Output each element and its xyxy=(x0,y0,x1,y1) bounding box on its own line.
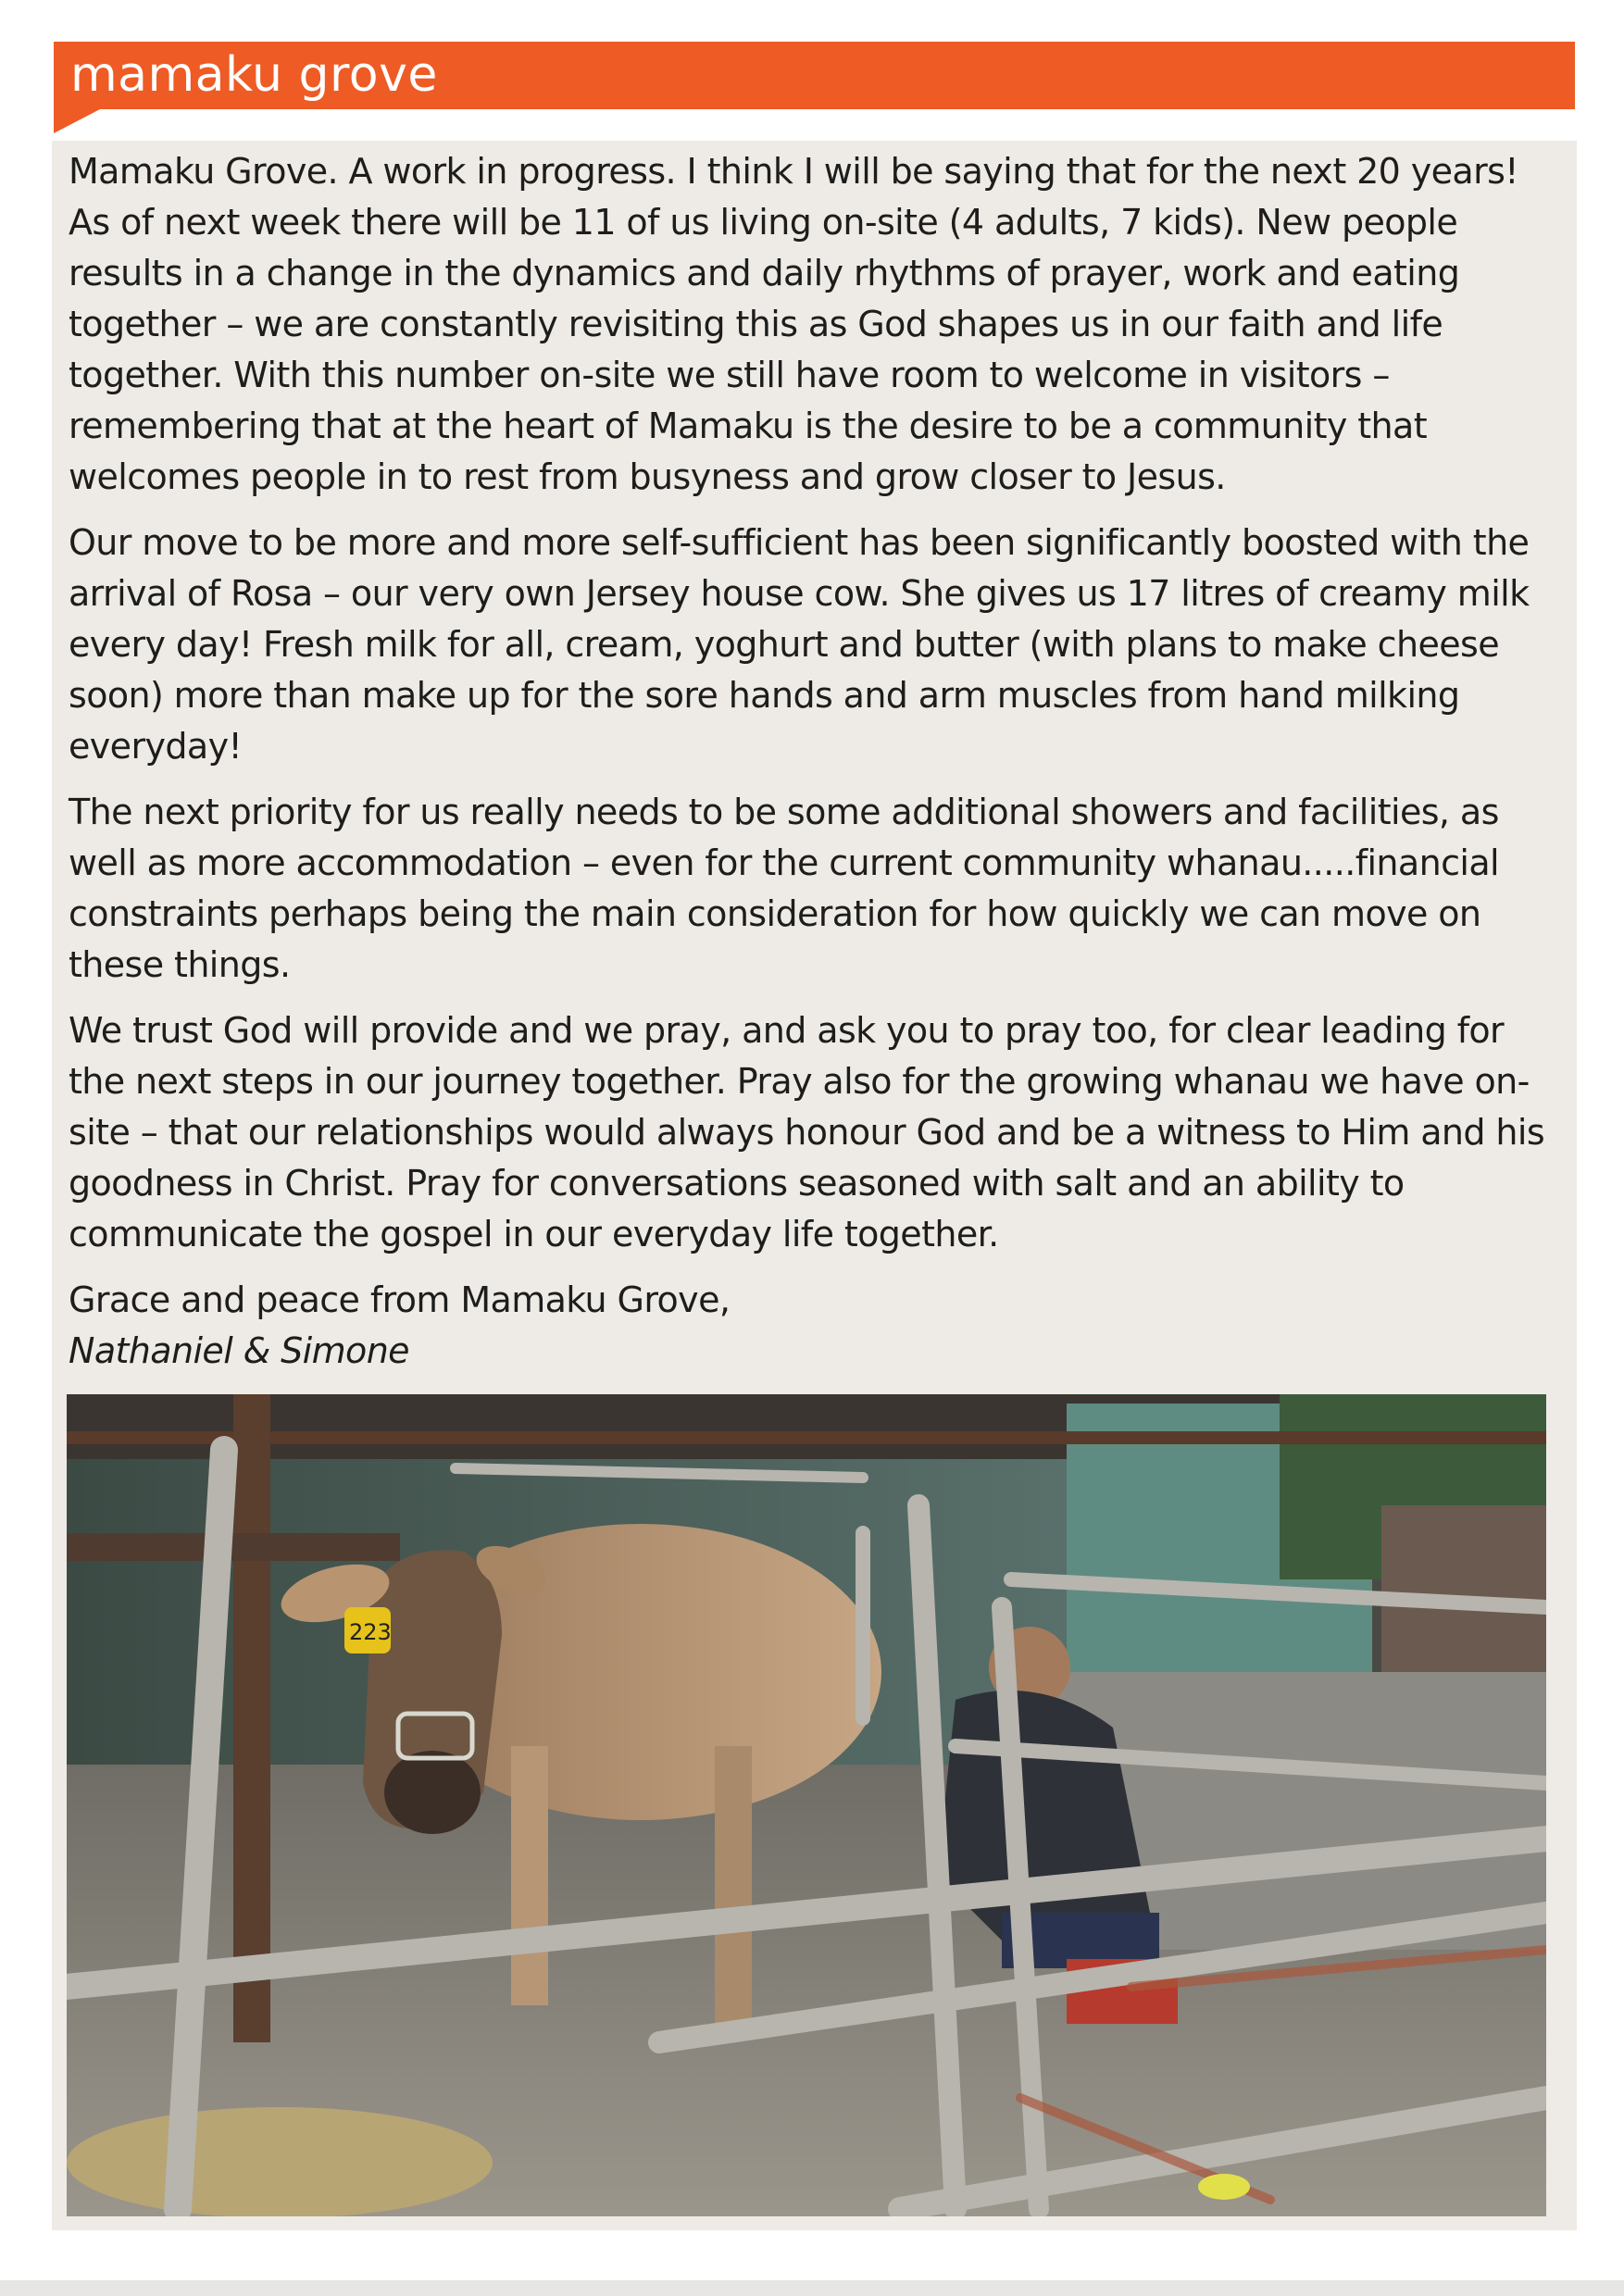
signoff: Grace and peace from Mamaku Grove, xyxy=(69,1279,731,1320)
paragraph-prayer: We trust God will provide and we pray, and ask you to pray too, for clear leading for the next steps in our journey together. Pray also for the growing whanau we have on-site – that our relationships would always honour God and be a witness to Him and his goodness in Christ. Pray for conversations seasoned with salt and an ability to communicate the gospel in our everyday life together. xyxy=(69,1010,1545,1254)
section-header xyxy=(54,42,1575,109)
signature: Nathaniel & Simone xyxy=(69,1330,409,1371)
ear-tag-number: 223 xyxy=(349,1619,392,1645)
paragraph-cow: Our move to be more and more self-sufficient has been significantly boosted with the arrival of Rosa – our very own Jersey house cow. She gives us 17 litres of creamy milk every day! Fresh milk for all, cream, yoghurt and butter (with plans to make cheese soon) more than make up for the sore hands and arm muscles from hand milking everyday! xyxy=(69,522,1530,767)
photo-illustration xyxy=(67,1394,1546,2216)
section-title: mamaku grove xyxy=(70,47,438,103)
page-bottom-strip xyxy=(0,2280,1624,2296)
header-tab-notch xyxy=(54,109,100,133)
paragraph-priorities: The next priority for us really needs to be some additional showers and facilities, as well as more accommodation – even for the current community whanau.....financial constraints perhaps being the main consideration for how quickly we can move on these things. xyxy=(69,792,1499,985)
article-body xyxy=(69,146,1550,1391)
cow-milking-photo xyxy=(67,1394,1546,2216)
closing xyxy=(69,1275,1550,1377)
paragraph-intro: Mamaku Grove. A work in progress. I think I will be saying that for the next 20 years! As of next week there will be 11 of us living on-site (4 adults, 7 kids). New people results in a change in the dynamics and daily rhythms of prayer, work and eating together – we are constantly revisiting this as God shapes us in our faith and life together. With this number on-site we still have room to welcome in visitors – remembering that at the heart of Mamaku is the desire to be a community that welcomes people in to rest from busyness and grow closer to Jesus. xyxy=(69,151,1518,497)
